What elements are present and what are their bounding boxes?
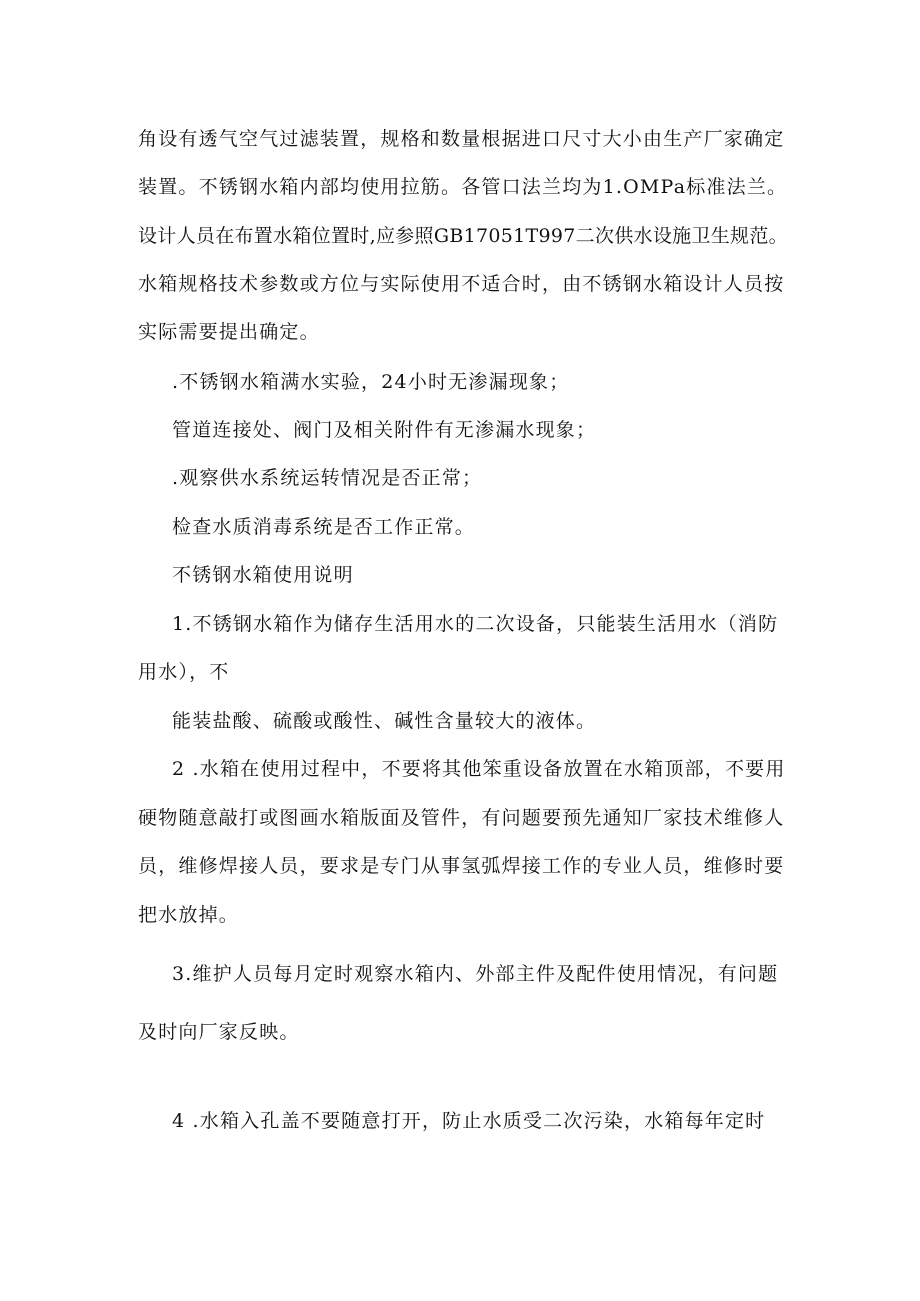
text-line: 用水），不 bbox=[138, 661, 230, 683]
text-line: 员，维修焊接人员，要求是专门从事氢弧焊接工作的专业人员，维修时要 bbox=[138, 855, 785, 877]
text-line: 4 .水箱入孔盖不要随意打开，防止水质受二次污染，水箱每年定时 bbox=[172, 1110, 766, 1132]
text-line: 2 .水箱在使用过程中，不要将其他笨重设备放置在水箱顶部，不要用 bbox=[172, 758, 786, 780]
text-line: 设计人员在布置水箱位置时,应参照GB17051T997二次供水设施卫生规范。 bbox=[138, 225, 788, 247]
text-line: 实际需要提出确定。 bbox=[138, 321, 320, 343]
text-line: 检查水质消毒系统是否工作正常。 bbox=[172, 516, 476, 538]
text-line: 硬物随意敲打或图画水箱版面及管件，有问题要预先通知厂家技术维修人 bbox=[138, 807, 785, 829]
text-line: 3.维护人员每月定时观察水箱内、外部主件及配件使用情况，有问题 bbox=[172, 963, 779, 985]
text-line: 角设有透气空气过滤装置，规格和数量根据进口尺寸大小由生产厂家确定 bbox=[138, 128, 785, 150]
section-heading: 不锈钢水箱使用说明 bbox=[172, 564, 354, 586]
text-line: 能装盐酸、硫酸或酸性、碱性含量较大的液体。 bbox=[172, 710, 597, 732]
text-line: .观察供水系统运转情况是否正常； bbox=[172, 467, 483, 489]
text-line: 把水放掉。 bbox=[138, 904, 240, 926]
text-line: 管道连接处、阀门及相关附件有无渗漏水现象； bbox=[172, 419, 597, 441]
text-line: 装置。不锈钢水箱内部均使用拉筋。各管口法兰均为1.OMPa标准法兰。 bbox=[138, 176, 788, 198]
text-line: 及时向厂家反映。 bbox=[138, 1021, 300, 1043]
text-line: 水箱规格技术参数或方位与实际使用不适合时，由不锈钢水箱设计人员按 bbox=[138, 273, 785, 295]
text-line: .不锈钢水箱满水实验，24小时无渗漏现象； bbox=[172, 371, 570, 393]
text-line: 1.不锈钢水箱作为储存生活用水的二次设备，只能装生活用水（消防 bbox=[172, 613, 779, 635]
